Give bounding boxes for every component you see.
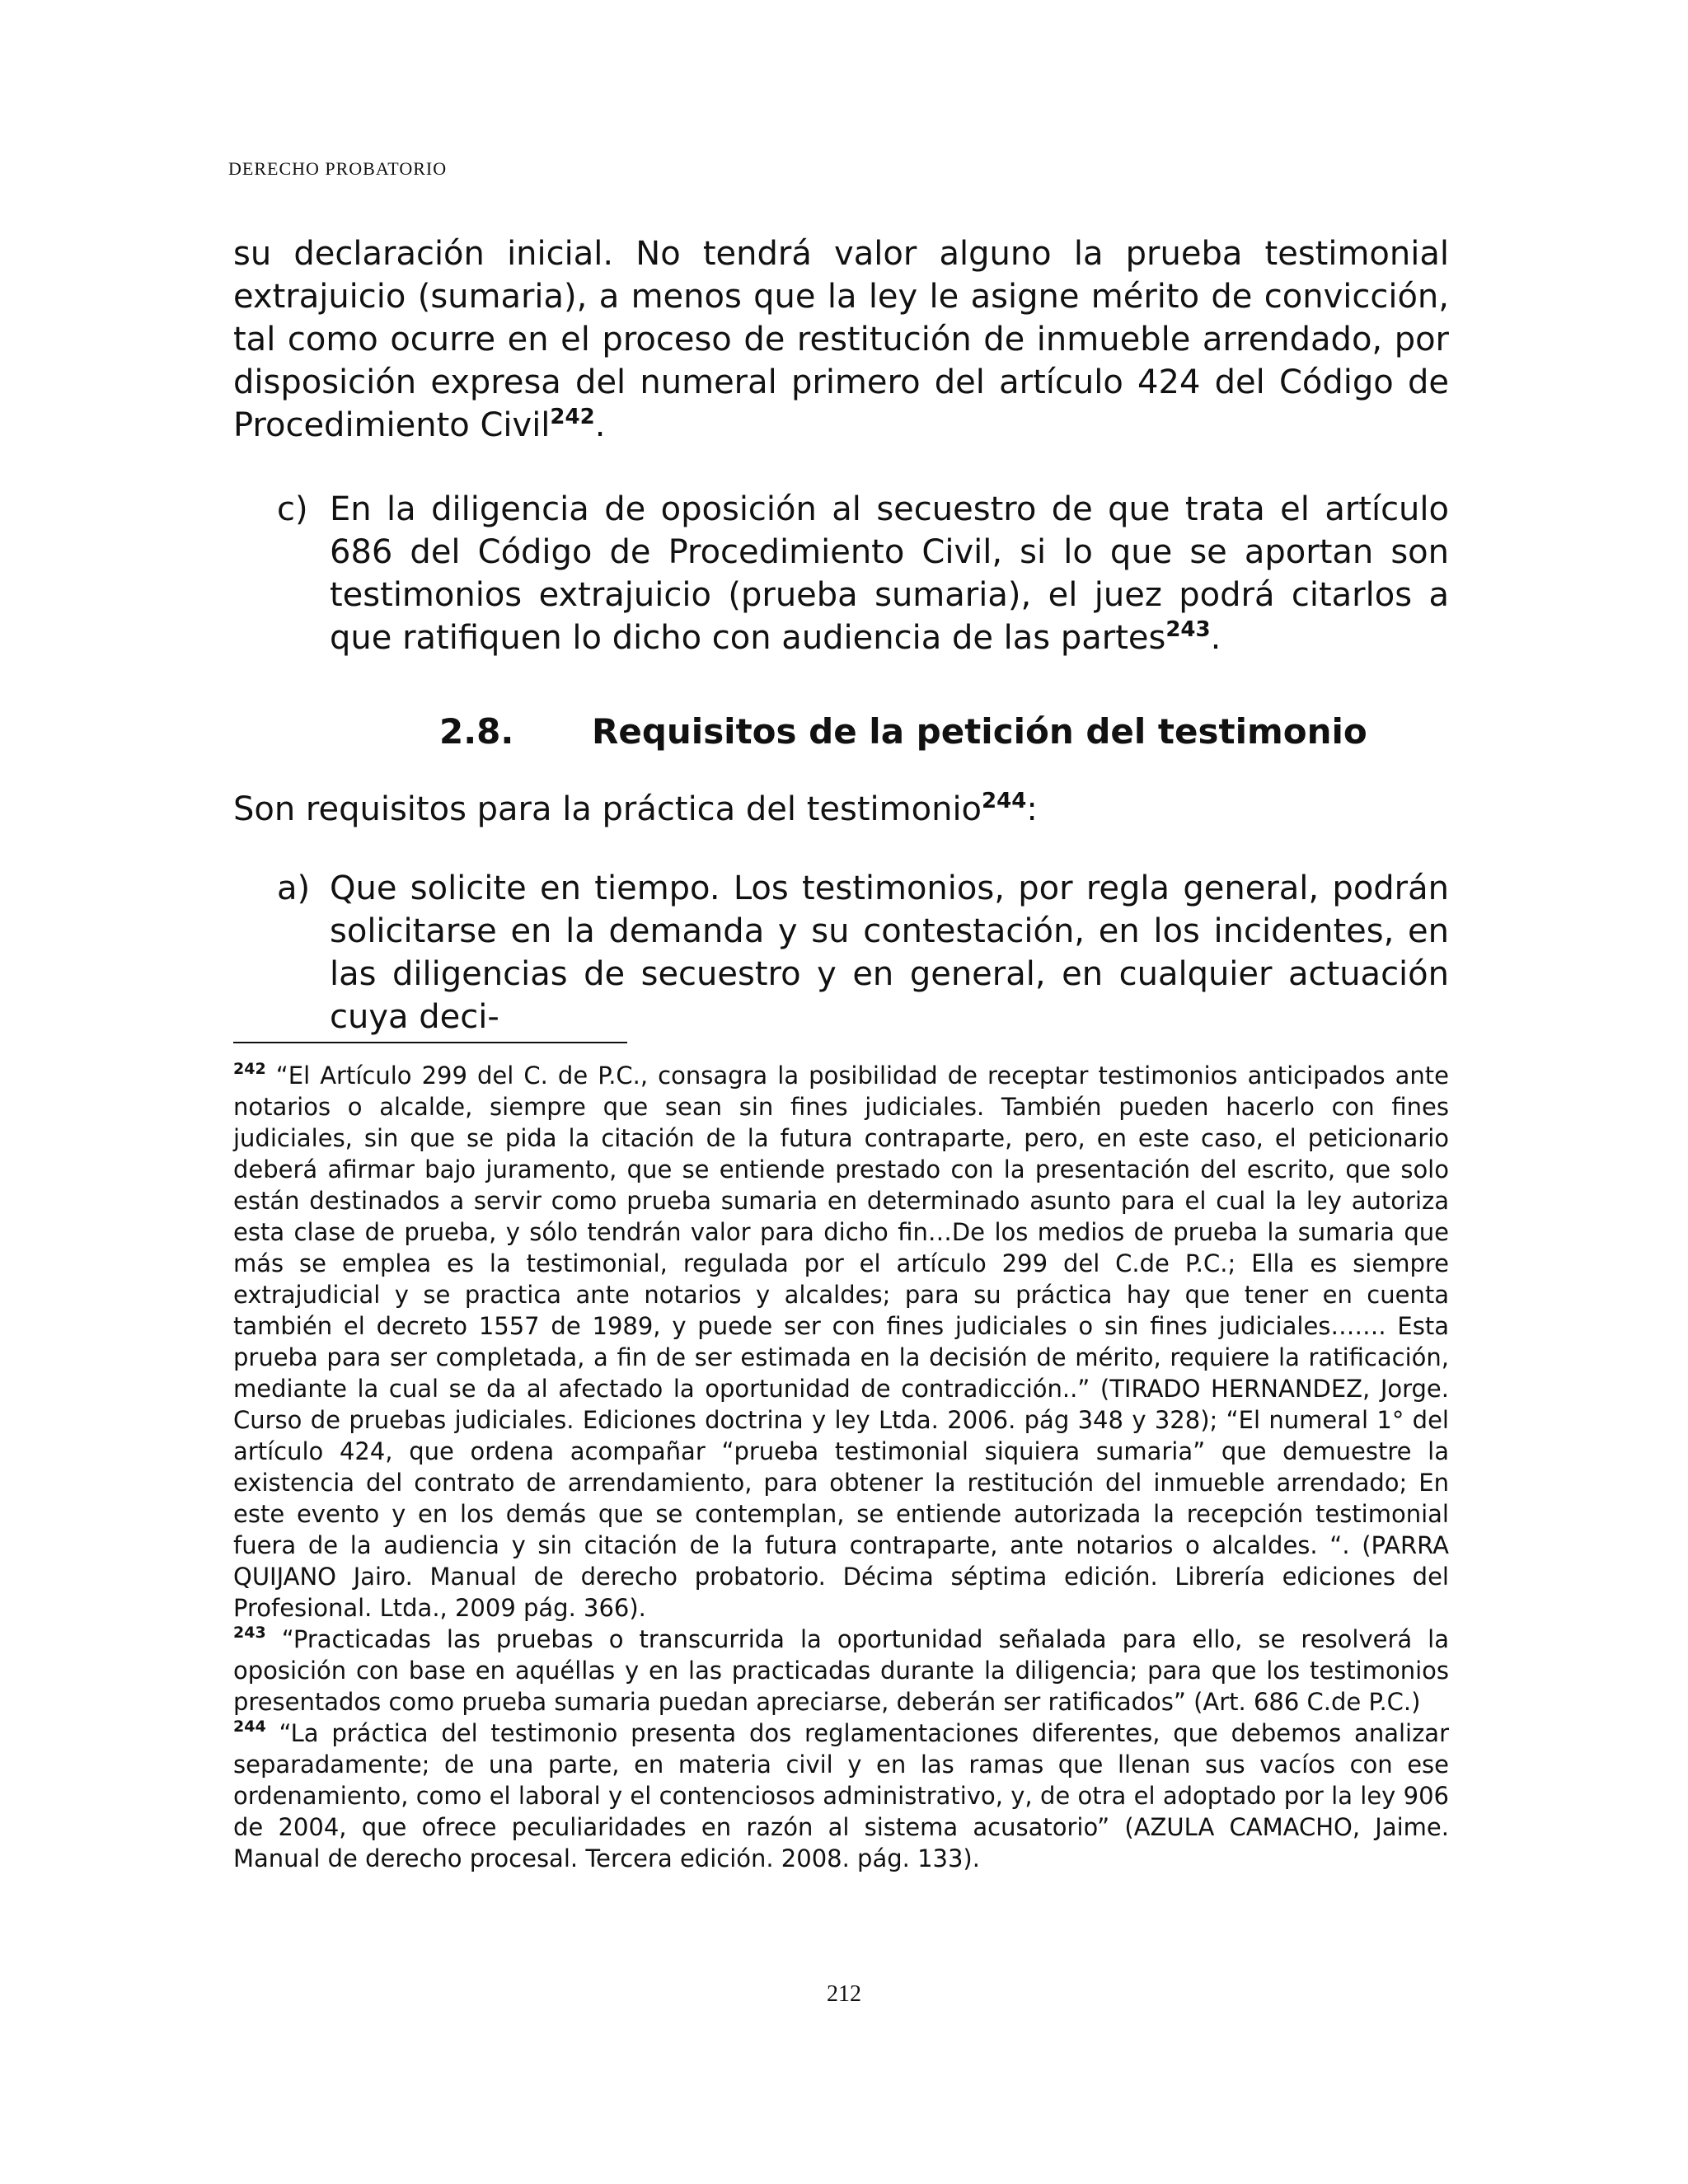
footnote-number: 242 — [233, 1060, 266, 1078]
list-item-a-text: Que solicite en tiempo. Los testimonios, por regla general, podrán solicitarse en la demanda y su contestación, en los incidentes, en las diligencias de secuestro y en general, en cualquier actuación cuya deci- — [330, 869, 1449, 1036]
footnote-number: 243 — [233, 1624, 266, 1642]
main-body — [233, 232, 1449, 1038]
continuation-text: su declaración inicial. No tendrá valor alguno la prueba testimonial extrajuicio (sumaria), a menos que la ley le asigne mérito de convicción, tal como ocurre en el proceso de restitución de inmueble arrendado, por disposición expresa del numeral primero del artículo 424 del Código de Procedimiento Civil — [233, 235, 1449, 444]
footnote-text: “El Artículo 299 del C. de P.C., consagra la posibilidad de receptar testimonios anticipados ante notarios o alcalde, siempre que sean sin fines judiciales. También pueden hacerlo con fines judiciales, sin que se pida la citación de la futura contraparte, pero, en este caso, el peticionario deberá afirmar bajo juramento, que se entiende prestado con la presentación del escrito, que solo están destinados a servir como prueba sumaria en determinado asunto para el cual la ley autoriza esta clase de prueba, y sólo tendrán valor para dicho fin…De los medios de prueba la sumaria que más se emplea es la testimonial, regulada por el artículo 299 del C.de P.C.; Ella es siempre extrajudicial y se practica ante notarios y alcaldes; para su práctica hay que tener en cuenta también el decreto 1557 de 1989, y puede ser con fines judiciales o sin fines judiciales……. Esta prueba para ser completada, a fin de ser estimada en la decisión de mérito, requiere la ratificación, mediante la cual se da al afectado la oportunidad de contradicción..” (TIRADO HERNANDEZ, Jorge. Curso de pruebas judiciales. Ediciones doctrina y ley Ltda. 2006. pág 348 y 328); “El numeral 1° del artículo 424, que ordena acompañar “prueba testimonial siquiera sumaria” que demuestre la existencia del contrato de arrendamiento, para obtener la restitución del inmueble arrendado; En este evento y en los demás que se contemplan, se entiende autorizada la recepción testimonial fuera de la audiencia y sin citación de la futura contraparte, ante notarios o alcaldes. “. (PARRA QUIJANO Jairo. Manual de derecho probatorio. Décima séptima edición. Librería ediciones del Profesional. Ltda., 2009 pág. 366). — [233, 1062, 1450, 1622]
footnote-242 — [233, 1060, 1449, 1624]
footnote-number: 244 — [233, 1718, 266, 1736]
footnote-244 — [233, 1718, 1449, 1874]
footnotes — [233, 1060, 1449, 1874]
list-marker-c: c) — [277, 490, 308, 528]
continuation-paragraph: su declaración inicial. No tendrá valor alguno la prueba testimonial extrajuicio (sumaria), a menos que la ley le asigne mérito de convicción, tal como ocurre en el proceso de restitución de inmueble arrendado, por disposición expresa del numeral primero del artículo 424 del Código de Procedimiento Civil$^{242}$. — [233, 235, 1449, 444]
footnote-243 — [233, 1624, 1449, 1718]
list-item-a — [277, 867, 1449, 1038]
footnote-ref-243[interactable]: 243 — [1165, 617, 1211, 642]
list-item-c-text: En la diligencia de oposición al secuestro de que trata el artículo 686 del Código de Procedimiento Civil, si lo que se aportan son testimonios extrajuicio (prueba sumaria), el juez podrá citarlos a que ratifiquen lo dicho con audiencia de las partes — [330, 490, 1449, 657]
footnote-separator — [233, 1042, 627, 1043]
list-item-c: c) En la diligencia de oposición al secuestro de que trata el artículo 686 del Código de Procedimiento Civil, si lo que se aportan son testimonios extrajuicio (prueba sumaria), el juez podrá citarlos a que ratifiquen lo dicho con audiencia de las partes$^{243}$. — [330, 488, 1449, 659]
intro-paragraph: Son requisitos para la práctica del testimonio$^{244}$: — [233, 789, 1038, 828]
footnote-ref-244[interactable]: 244 — [982, 789, 1027, 813]
list-marker-a: a) — [277, 869, 311, 907]
section-title: Requisitos de la petición del testimonio — [592, 711, 1367, 752]
footnote-ref-242[interactable]: 242 — [550, 405, 595, 429]
section-number: 2.8. — [439, 711, 514, 752]
section-heading — [233, 710, 1449, 753]
footnote-text: “La práctica del testimonio presenta dos reglamentaciones diferentes, que debemos analizar separadamente; de una parte, en materia civil y en las ramas que llenan sus vacíos con ese ordenamiento, como el laboral y el contenciosos administrativo, y, de otra el adoptado por la ley 906 de 2004, que ofrece peculiaridades en razón al sistema acusatorio” (AZULA CAMACHO, Jaime. Manual de derecho procesal. Tercera edición. 2008. pág. 133). — [233, 1719, 1450, 1872]
running-header: DERECHO PROBATORIO — [228, 158, 448, 179]
page-number: 212 — [827, 1981, 861, 2007]
footnote-text: “Practicadas las pruebas o transcurrida la oportunidad señalada para ello, se resolverá la oposición con base en aquéllas y en las practicadas durante la diligencia; para que los testimonios presentados como prueba sumaria puedan apreciarse, deberán ser ratificados” (Art. 686 C.de P.C.) — [233, 1625, 1449, 1716]
intro-text: Son requisitos para la práctica del testimonio — [233, 790, 982, 828]
